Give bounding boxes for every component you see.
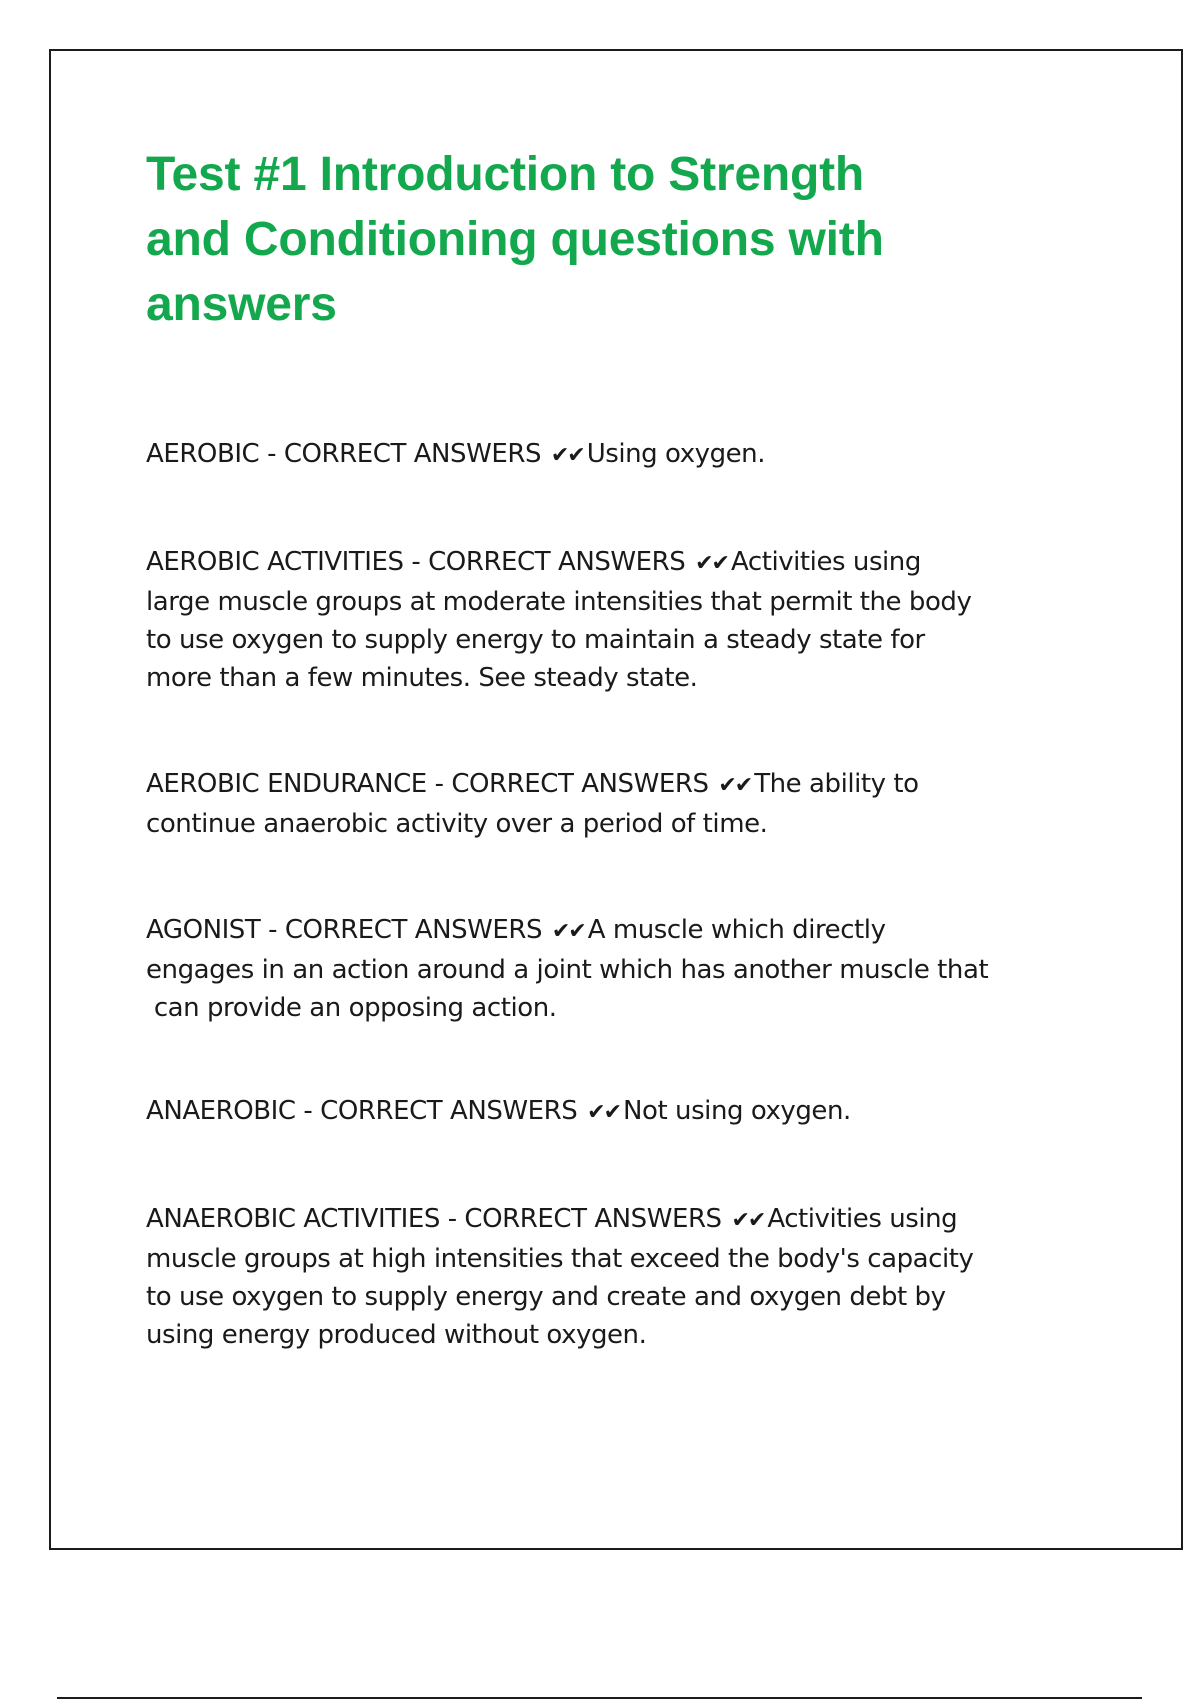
entry-line <box>146 543 1126 583</box>
entry-term: ANAEROBIC ACTIVITIES <box>146 1204 440 1234</box>
entry-term: ANAEROBIC <box>146 1096 296 1126</box>
qa-entry-anaerobic-activities <box>146 1200 1126 1354</box>
entry-line <box>146 435 1126 475</box>
qa-entry-anaerobic <box>146 1092 1126 1132</box>
entry-answer-line: muscle groups at high intensities that exceed the body's capacity <box>146 1244 974 1274</box>
entry-answer: The ability to <box>754 769 919 799</box>
double-check-icon: ✔✔ <box>718 773 752 798</box>
entry-answer: Not using oxygen. <box>623 1096 851 1126</box>
qa-entry-agonist <box>146 911 1126 1027</box>
document-title <box>146 142 1126 337</box>
double-check-icon: ✔✔ <box>695 551 728 576</box>
next-page-border-top <box>57 1697 1142 1699</box>
double-check-icon: ✔✔ <box>551 919 585 944</box>
entry-term: AEROBIC <box>146 439 260 469</box>
double-check-icon: ✔✔ <box>550 443 584 468</box>
entry-separator: - CORRECT ANSWERS <box>260 915 550 945</box>
qa-entry-aerobic-activities <box>146 543 1126 697</box>
entry-answer-line: more than a few minutes. See steady state. <box>146 663 698 693</box>
entry-line <box>146 1092 1126 1132</box>
entry-line <box>146 1200 1126 1240</box>
entry-answer-line: can provide an opposing action. <box>146 993 557 1023</box>
entry-term: AEROBIC ENDURANCE <box>146 769 427 799</box>
title-line-2: and Conditioning questions with <box>146 213 884 266</box>
entry-separator: - CORRECT ANSWERS <box>403 547 694 577</box>
entry-answer-line: large muscle groups at moderate intensities that permit the body <box>146 587 972 617</box>
qa-entry-aerobic-endurance <box>146 765 1126 843</box>
entry-line <box>146 911 1126 951</box>
double-check-icon: ✔✔ <box>587 1100 621 1125</box>
entry-answer-line: continue anaerobic activity over a period of time. <box>146 809 768 839</box>
entry-answer-line: to use oxygen to supply energy and create and oxygen debt by <box>146 1282 946 1312</box>
entry-answer-line: to use oxygen to supply energy to maintain a steady state for <box>146 625 925 655</box>
entry-separator: - CORRECT ANSWERS <box>439 1204 730 1234</box>
entry-term: AGONIST <box>146 915 261 945</box>
entry-separator: - CORRECT ANSWERS <box>426 769 717 799</box>
entry-answer-line: using energy produced without oxygen. <box>146 1320 647 1350</box>
qa-entry-aerobic <box>146 435 1126 475</box>
entry-answer: A muscle which directly <box>587 915 886 945</box>
entry-answer: Activities using <box>767 1204 958 1234</box>
entry-separator: - CORRECT ANSWERS <box>259 439 549 469</box>
title-line-3: answers <box>146 278 337 331</box>
entry-answer-line: engages in an action around a joint which has another muscle that <box>146 955 989 985</box>
entry-answer: Activities using <box>730 547 921 577</box>
double-check-icon: ✔✔ <box>731 1208 765 1233</box>
entry-line <box>146 765 1126 805</box>
entry-answer: Using oxygen. <box>586 439 766 469</box>
entry-term: AEROBIC ACTIVITIES <box>146 547 404 577</box>
entry-separator: - CORRECT ANSWERS <box>295 1096 586 1126</box>
title-line-1: Test #1 Introduction to Strength <box>146 148 865 201</box>
